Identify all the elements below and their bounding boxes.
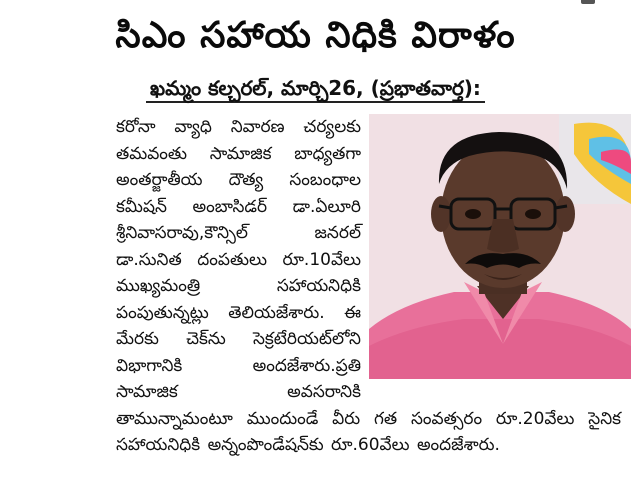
paper-clip-mark — [581, 0, 595, 4]
article-body-text: కరోనా వ్యాధి నివారణ చర్యలకు తమవంతు సామాజిక బాధ్యతగా అంతర్జాతీయ దౌత్య సంబంధాల కమీషన్ అంబాసిడర్ డా.ఏలూరి శ్రీనివాసరావు,కౌన్సిల్ జనరల్ డా.సునిత దంపతులు రూ.10వేలు ముఖ్యమంత్రి సహాయనిధికి పంపుతున్నట్లు తెలియజేశారు. ఈ మేరకు చెక్‌ను సెక్రటేరియట్‌లోని విభాగానికి అందజేశారు.ప్రతి సామాజిక అవసరానికి తామున్నామంటూ ముందుండే వీరు గత సంవత్సరం రూ.20వేలు సైనిక సహాయనిధికి అన్నంపొండేషన్‌కు రూ.60వేలు అందజేశారు. — [116, 117, 621, 455]
portrait-photo-icon — [369, 114, 631, 379]
article-headline: సిఎం సహాయ నిధికి విరాళం — [115, 15, 516, 56]
article-dateline: ఖమ్మం కల్చరల్, మార్చి26, (ప్రభాతవార్త): — [146, 76, 485, 103]
dateline-row — [0, 76, 631, 103]
portrait-photo — [369, 114, 631, 379]
article-body-block — [116, 114, 621, 474]
